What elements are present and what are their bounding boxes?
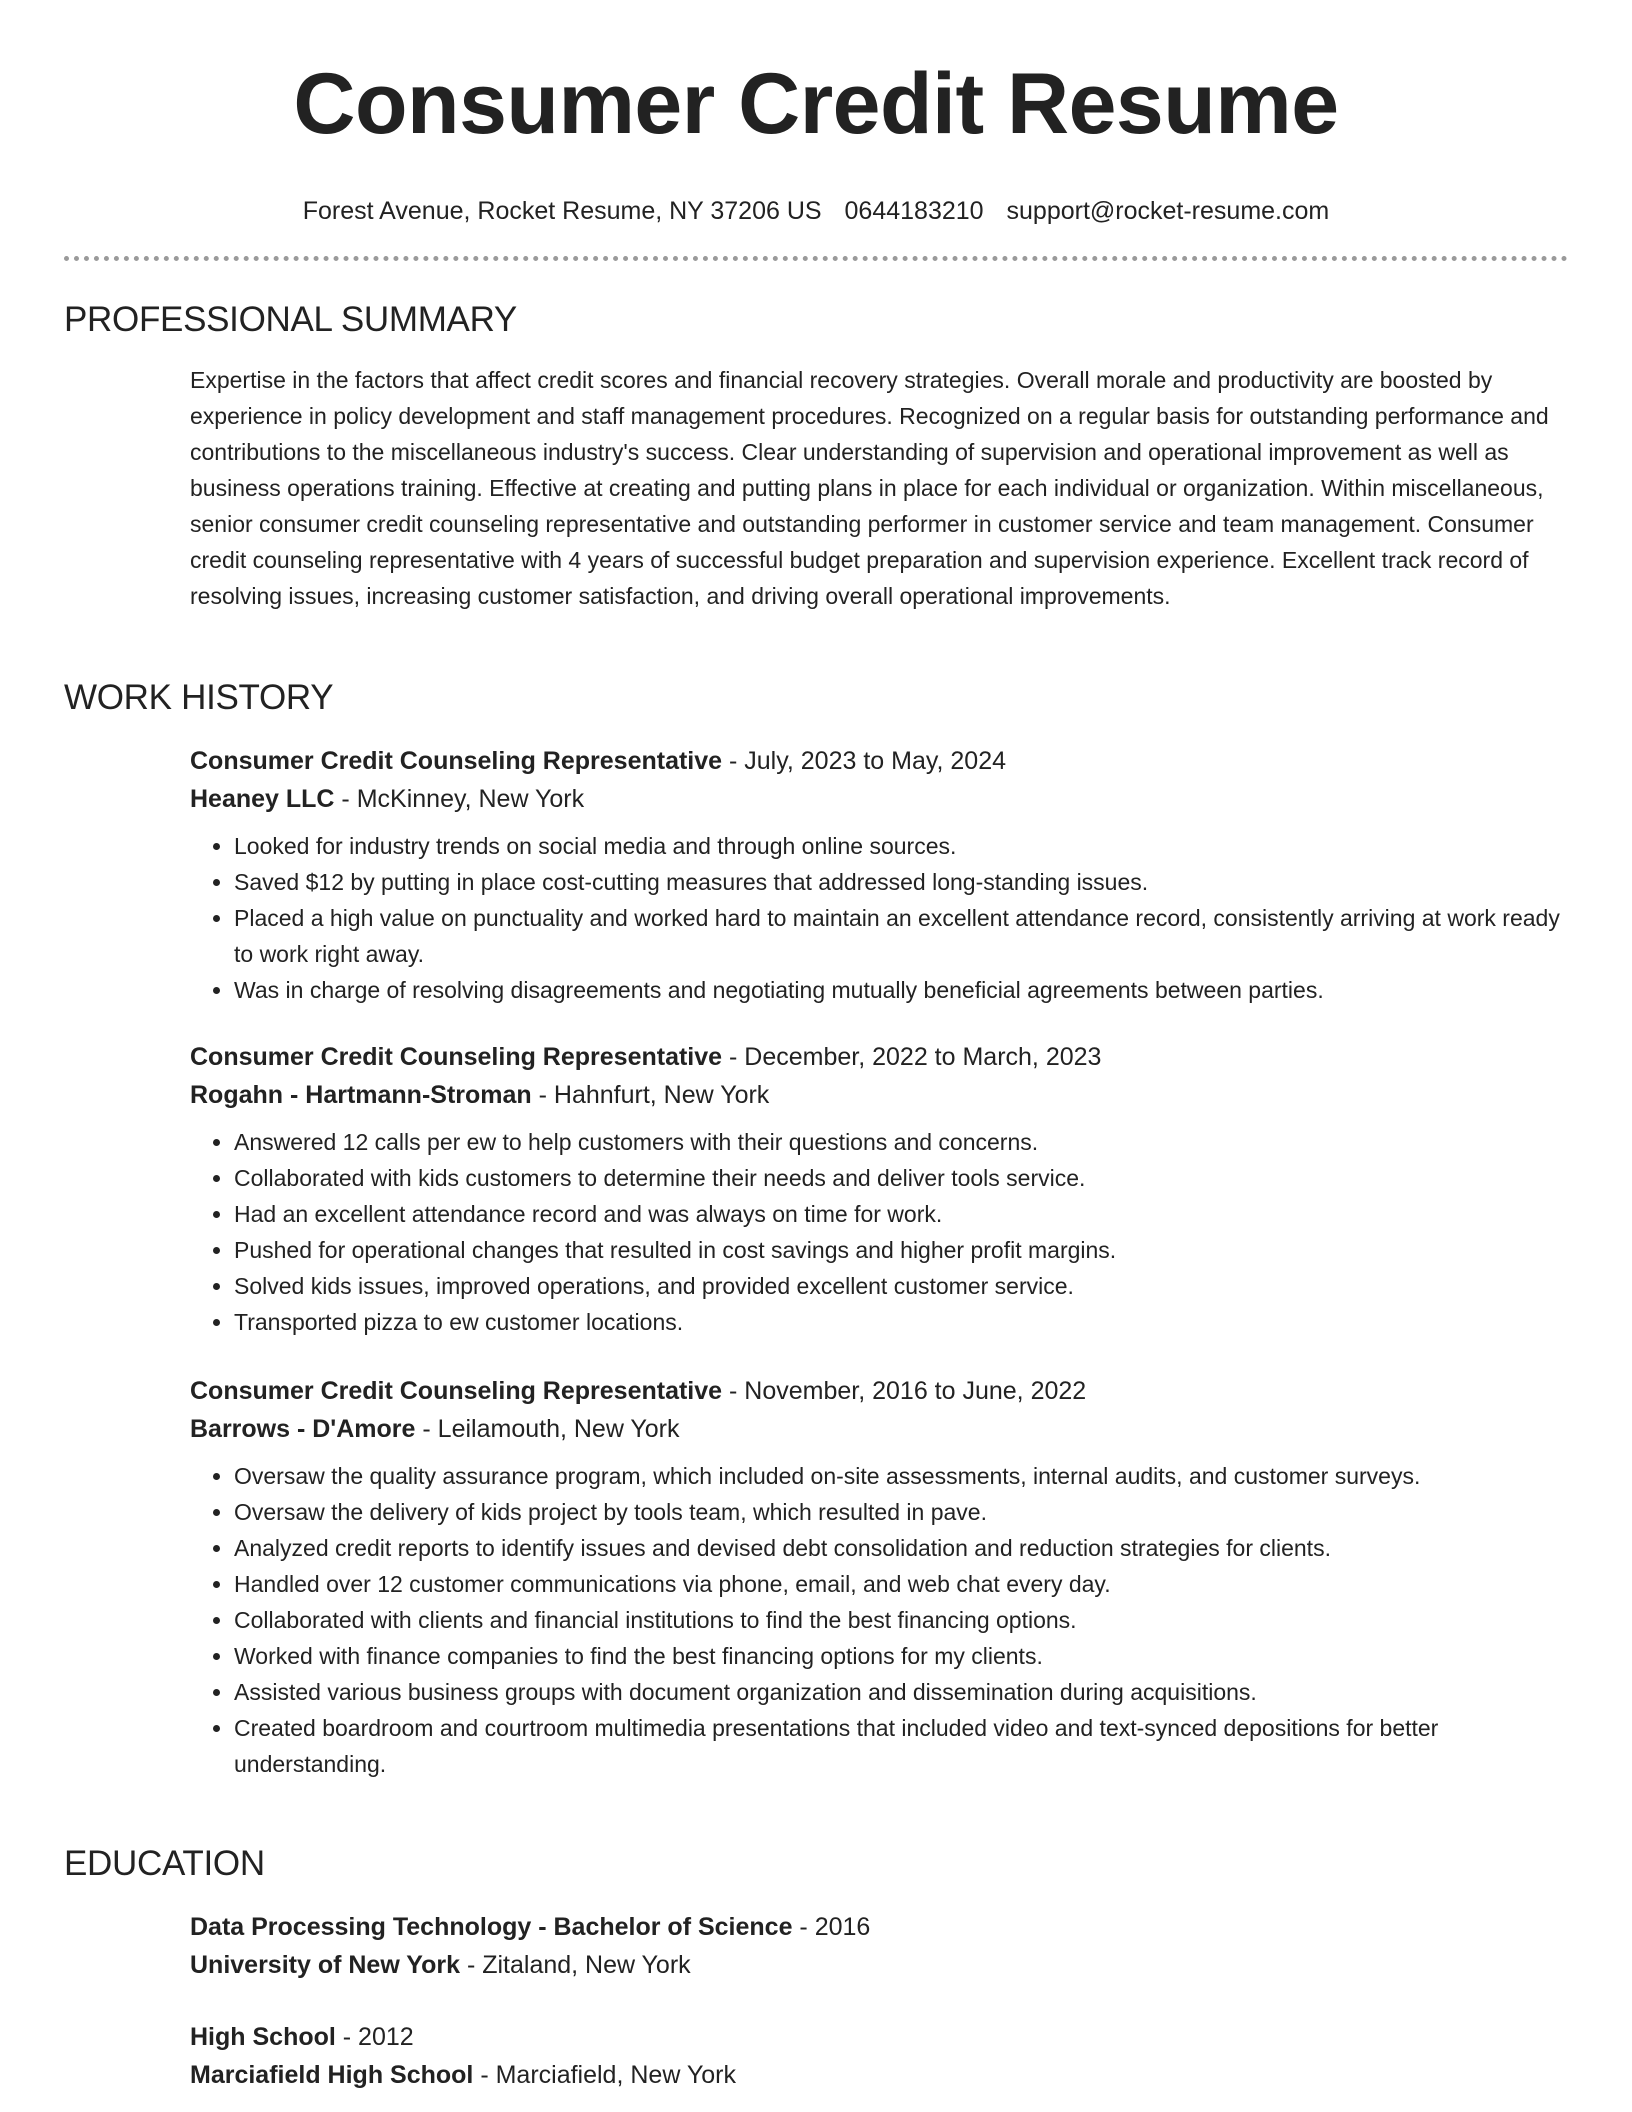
job-dates: - December, 2022 to March, 2023 — [722, 1043, 1102, 1071]
job-bullets — [190, 1124, 1574, 1340]
job-bullet: • Pushed for operational changes that resulted in cost savings and higher profit margins. — [234, 1232, 1574, 1268]
education-entry — [0, 2018, 1632, 2094]
work-history-section — [0, 676, 1632, 1782]
job-entry — [0, 1038, 1632, 1340]
summary-heading: PROFESSIONAL SUMMARY — [64, 300, 517, 339]
contact-address: Forest Avenue, Rocket Resume, NY 37206 US — [302, 197, 822, 225]
education-school-line — [190, 1946, 1574, 1984]
job-location: - Leilamouth, New York — [415, 1415, 680, 1443]
job-bullet: • Answered 12 calls per ew to help customers with their questions and concerns. — [234, 1124, 1574, 1160]
resume-header — [0, 0, 1632, 226]
job-bullet: • Worked with finance companies to find the best financing options for my clients. — [234, 1638, 1574, 1674]
job-bullet: • Analyzed credit reports to identify issues and devised debt consolidation and reduction strategies for clients. — [234, 1530, 1574, 1566]
job-bullet: • Collaborated with clients and financial institutions to find the best financing options. — [234, 1602, 1574, 1638]
job-company: Heaney LLC — [190, 785, 335, 813]
job-bullet: • Collaborated with kids customers to determine their needs and deliver tools service. — [234, 1160, 1574, 1196]
education-location: - Zitaland, New York — [460, 1951, 691, 1979]
job-title-line — [190, 742, 1574, 780]
job-bullet: • Handled over 12 customer communications via phone, email, and web chat every day. — [234, 1566, 1574, 1602]
education-degree: High School — [190, 2023, 336, 2051]
work-history-heading: WORK HISTORY — [64, 678, 334, 717]
job-bullet: • Saved $12 by putting in place cost-cutting measures that addressed long-standing issues. — [234, 864, 1574, 900]
summary-text: Expertise in the factors that affect credit scores and financial recovery strategies. Overall morale and productivity are boosted by experience in policy development and staff management procedures. Recognized on a regular basis for outstanding performance and contributions to the miscellaneous industry's success. Clear understanding of supervision and operational improvement as well as business operations training. Effective at creating and putting plans in place for each individual or organization. Within miscellaneous, senior consumer credit counseling representative and outstanding performer in customer service and team management. Consumer credit counseling representative with 4 years of successful budget preparation and supervision experience. Excellent track record of resolving issues, increasing customer satisfaction, and driving overall operational improvements. — [190, 367, 1549, 609]
job-bullet: • Solved kids issues, improved operations, and provided excellent customer service. — [234, 1268, 1574, 1304]
education-degree-line — [190, 2018, 1574, 2056]
job-role: Consumer Credit Counseling Representative — [190, 1043, 723, 1071]
job-bullet: • Oversaw the quality assurance program, which included on-site assessments, internal audits, and customer surveys. — [234, 1458, 1574, 1494]
education-school: University of New York — [190, 1951, 460, 1979]
job-bullet: • Placed a high value on punctuality and worked hard to maintain an excellent attendance record, consistently arriving at work ready to work right away. — [234, 900, 1574, 972]
education-year: - 2016 — [792, 1913, 871, 1941]
job-bullet: • Looked for industry trends on social media and through online sources. — [234, 828, 1574, 864]
job-role: Consumer Credit Counseling Representative — [190, 747, 723, 775]
job-entry — [0, 742, 1632, 1008]
job-bullets — [190, 1458, 1574, 1782]
education-year: - 2012 — [335, 2023, 414, 2051]
education-school-line — [190, 2056, 1574, 2094]
education-degree: Data Processing Technology - Bachelor of Science — [190, 1913, 793, 1941]
job-company-line — [190, 1410, 1574, 1448]
contact-line — [0, 196, 1632, 226]
job-company-line — [190, 1076, 1574, 1114]
job-bullet: • Transported pizza to ew customer locations. — [234, 1304, 1574, 1340]
job-bullet: • Oversaw the delivery of kids project by tools team, which resulted in pave. — [234, 1494, 1574, 1530]
job-company: Rogahn - Hartmann-Stroman — [190, 1081, 532, 1109]
education-heading: EDUCATION — [64, 1844, 265, 1883]
job-title-line — [190, 1372, 1574, 1410]
job-bullet: • Assisted various business groups with document organization and dissemination during acquisitions. — [234, 1674, 1574, 1710]
job-title-line — [190, 1038, 1574, 1076]
header-divider — [64, 256, 1568, 261]
contact-phone: 0644183210 — [844, 197, 984, 225]
resume-title: Consumer Credit Resume — [293, 56, 1339, 152]
job-entry — [0, 1372, 1632, 1782]
education-degree-line — [190, 1908, 1574, 1946]
job-bullet: • Was in charge of resolving disagreements and negotiating mutually beneficial agreements between parties. — [234, 972, 1574, 1008]
job-bullet: • Had an excellent attendance record and was always on time for work. — [234, 1196, 1574, 1232]
education-entry — [0, 1908, 1632, 1984]
job-dates: - November, 2016 to June, 2022 — [722, 1377, 1087, 1405]
summary-section — [0, 298, 1632, 614]
job-role: Consumer Credit Counseling Representative — [190, 1377, 723, 1405]
job-company-line — [190, 780, 1574, 818]
job-location: - McKinney, New York — [334, 785, 585, 813]
job-company: Barrows - D'Amore — [190, 1415, 416, 1443]
job-dates: - July, 2023 to May, 2024 — [722, 747, 1007, 775]
job-bullets — [190, 828, 1574, 1008]
job-bullet: • Created boardroom and courtroom multimedia presentations that included video and text-synced depositions for better understanding. — [234, 1710, 1574, 1782]
education-section — [0, 1842, 1632, 2094]
job-location: - Hahnfurt, New York — [531, 1081, 770, 1109]
contact-email: support@rocket-resume.com — [1006, 197, 1330, 225]
education-location: - Marciafield, New York — [473, 2061, 736, 2089]
education-school: Marciafield High School — [190, 2061, 474, 2089]
